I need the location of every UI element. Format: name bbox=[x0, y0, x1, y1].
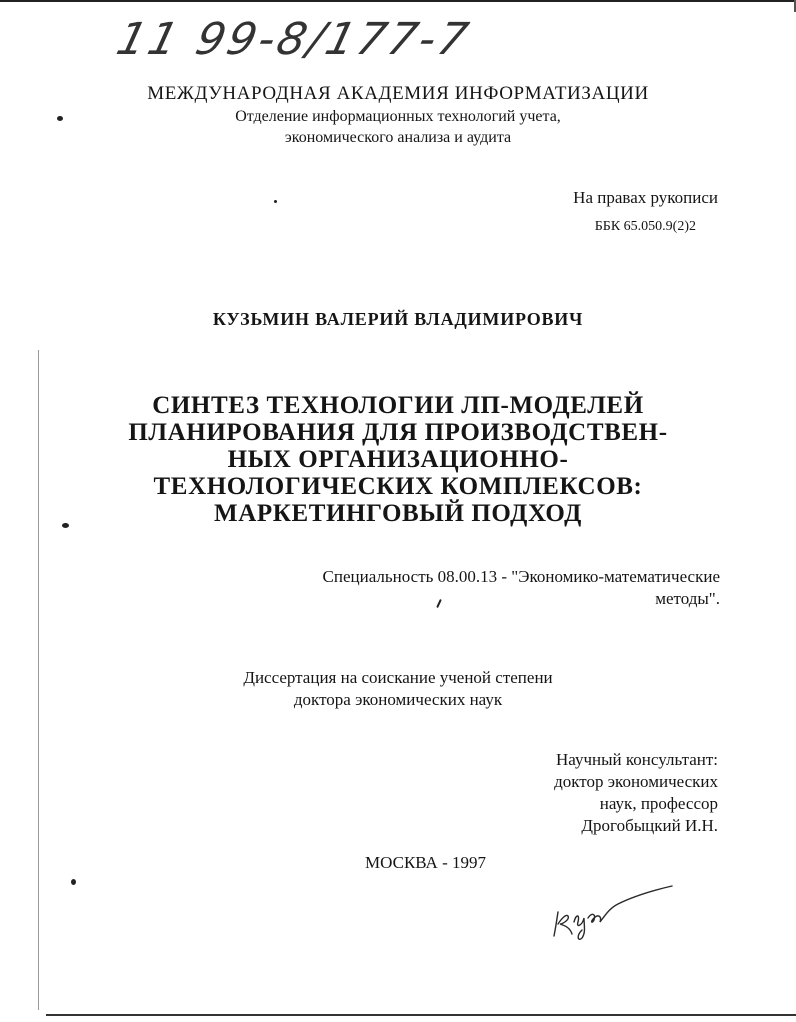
archive-stamp: 11 99-8/177-7 bbox=[111, 14, 476, 65]
specialty-line: методы". bbox=[655, 589, 720, 608]
title-line: МАРКЕТИНГОВЫЙ ПОДХОД bbox=[214, 500, 582, 527]
organization-name: МЕЖДУНАРОДНАЯ АКАДЕМИЯ ИНФОРМАТИЗАЦИИ bbox=[147, 83, 649, 104]
degree-statement bbox=[0, 667, 796, 711]
title-line: ПЛАНИРОВАНИЯ ДЛЯ ПРОИЗВОДСТВЕН- bbox=[128, 419, 668, 446]
degree-line: доктора экономических наук bbox=[293, 690, 503, 709]
department-line: Отделение информационных технологий учета, bbox=[235, 108, 561, 125]
advisor-line: наук, профессор bbox=[599, 794, 718, 813]
scan-speck bbox=[436, 599, 442, 608]
scan-speck bbox=[274, 200, 277, 203]
scan-speck bbox=[71, 879, 76, 885]
scan-edge-top bbox=[0, 0, 796, 2]
scan-edge-bottom bbox=[46, 1014, 796, 1016]
title-line: НЫХ ОРГАНИЗАЦИОННО- bbox=[227, 446, 569, 473]
bbk-code: ББК 65.050.9(2)2 bbox=[594, 219, 696, 234]
rights-note: На правах рукописи bbox=[573, 188, 718, 207]
department-name bbox=[0, 106, 796, 148]
department-line: экономического анализа и аудита bbox=[284, 129, 512, 146]
title-line: СИНТЕЗ ТЕХНОЛОГИИ ЛП-МОДЕЛЕЙ bbox=[152, 392, 644, 419]
advisor-line: доктор экономических bbox=[554, 772, 718, 791]
advisor-line: Дрогобыцкий И.Н. bbox=[581, 816, 718, 835]
degree-line: Диссертация на соискание ученой степени bbox=[243, 668, 553, 687]
title-line: ТЕХНОЛОГИЧЕСКИХ КОМПЛЕКСОВ: bbox=[153, 473, 643, 500]
specialty-line: Специальность 08.00.13 - "Экономико-математические bbox=[322, 567, 720, 586]
city-year bbox=[0, 853, 796, 873]
advisor-line: Научный консультант: bbox=[556, 750, 718, 769]
signature-icon bbox=[548, 878, 678, 948]
scientific-advisor bbox=[554, 749, 718, 837]
dissertation-title bbox=[0, 392, 796, 527]
author-name: КУЗЬМИН ВАЛЕРИЙ ВЛАДИМИРОВИЧ bbox=[212, 309, 584, 329]
city-year-text: МОСКВА - 1997 bbox=[365, 853, 486, 872]
